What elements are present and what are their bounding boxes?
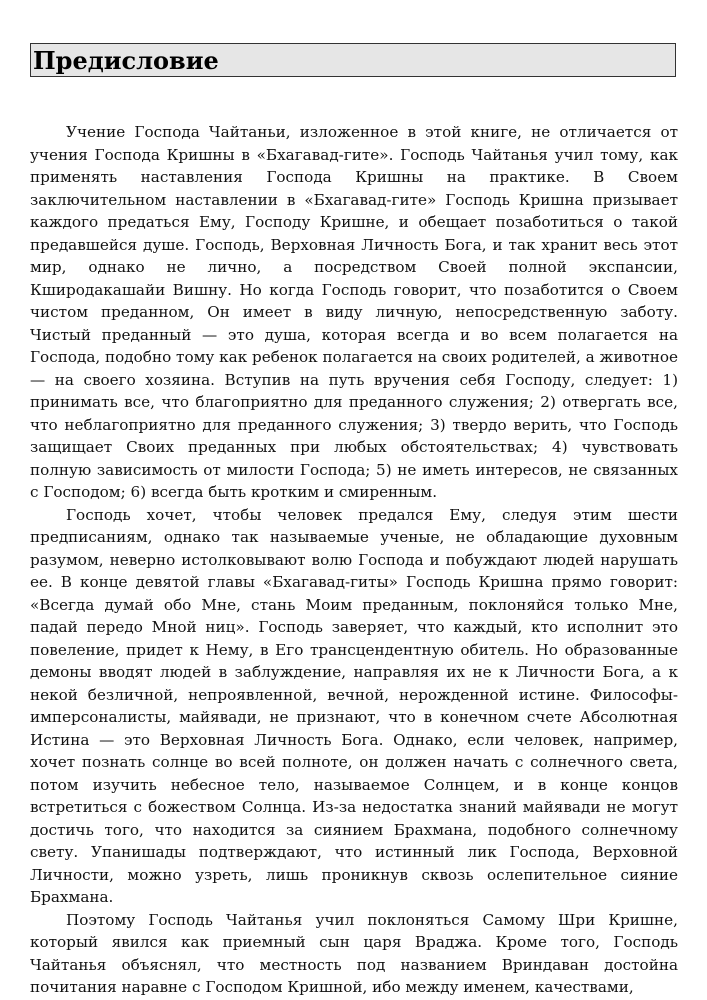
page-title: Предисловие	[33, 46, 219, 75]
paragraph-1: Учение Господа Чайтаньи, изложенное в этой книге, не отличается от учения Господа Кришны в «Бхагавад-гите». Господь Чайтанья учил тому, как применять наставления Господа Кришны на практике. В Своем заключительном наставлении в «Бхагавад-гите» Господь Кришна призывает каждого предаться Ему, Господу Кришне, и обещает позаботиться о такой предавшейся душе. Господь, Верховная Личность Бога, и так хранит весь этот мир, однако не лично, а посредством Своей полной экспансии, Кширодакашайи Вишну. Но когда Господь говорит, что позаботится о Своем чистом преданном, Он имеет в виду личную, непосредственную заботу. Чистый преданный — это душа, которая всегда и во всем полагается на Господа, подобно тому как ребенок полагается на своих родителей, а животное — на своего хозяина. Вступив на путь вручения себя Господу, следует: 1) принимать все, что благоприятно для преданного служения; 2) отвергать все, что неблагоприятно для преданного служения; 3) твердо верить, что Господь защищает Своих преданных при любых обстоятельствах; 4) чувствовать полную зависимость от милости Господа; 5) не иметь интересов, не связанных с Господом; 6) всегда быть кротким и смиренным.	[30, 123, 678, 501]
paragraph-2: Господь хочет, чтобы человек предался Ему, следуя этим шести предписаниям, однако так называемые ученые, не обладающие духовным разумом, неверно истолковывают волю Господа и побуждают людей нарушать ее. В конце девятой главы «Бхагавад-гиты» Господь Кришна прямо говорит: «Всегда думай обо Мне, стань Моим преданным, поклоняйся только Мне, падай передо Мной ниц». Господь заверяет, что каждый, кто исполнит это повеление, придет к Нему, в Его трансцендентную обитель. Но образованные демоны вводят людей в заблуждение, направляя их не к Личности Бога, а к некой безличной, непроявленной, вечной, нерожденной истине. Философы-имперсоналисты, майявади, не признают, что в конечном счете Абсолютная Истина — это Верховная Личность Бога. Однако, если человек, например, хочет познать солнце во всей полноте, он должен начать с солнечного света, потом изучить небесное тело, называемое Солнцем, и в конце концов встретиться с божеством Солнца. Из-за недостатка знаний майявади не могут достичь того, что находится за сиянием Брахмана, подобного солнечному свету. Упанишады подтверждают, что истинный лик Господа, Верховной Личности, можно узреть, лишь проникнув сквозь ослепительное сияние Брахмана.	[30, 505, 678, 906]
body-text	[30, 121, 678, 999]
heading-box	[30, 43, 676, 77]
paragraph-3: Поэтому Господь Чайтанья учил поклоняться Самому Шри Кришне, который явился как приемный сын царя Враджа. Кроме того, Господь Чайтанья объяснял, что местность под названием Вриндаван достойна почитания наравне с Господом Кришной, ибо между именем, качествами,	[30, 910, 678, 996]
